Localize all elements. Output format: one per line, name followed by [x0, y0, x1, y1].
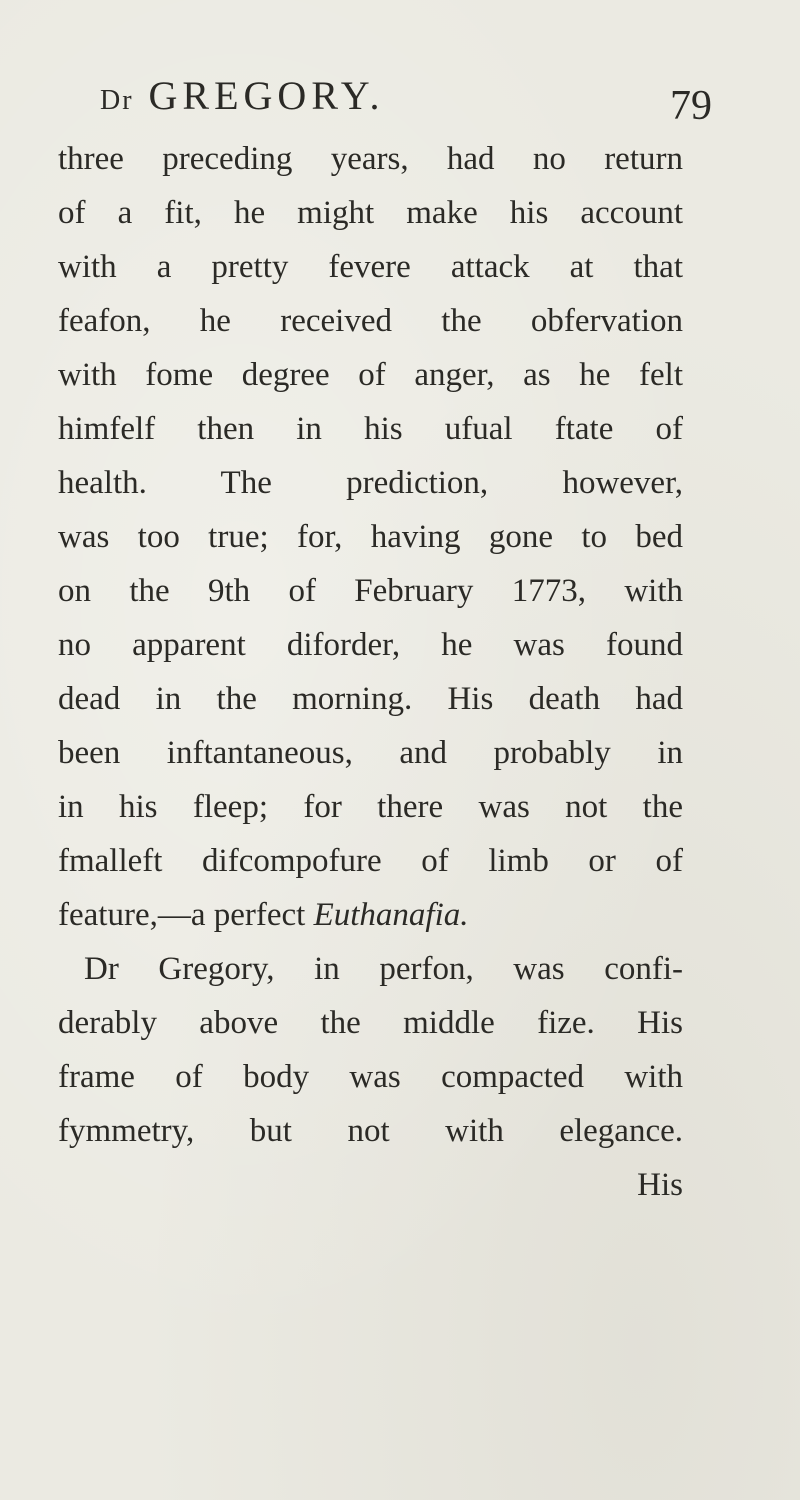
text-line: with fome degree of anger, as he felt — [58, 357, 683, 393]
text-line: frame of body was compacted with — [58, 1059, 683, 1095]
running-head-prefix: Dr — [100, 85, 134, 116]
text-line: with a pretty fevere attack at that — [58, 249, 683, 285]
text-line: fmalleft difcompofure of limb or of — [58, 843, 683, 879]
text-line: was too true; for, having gone to bed — [58, 519, 683, 555]
running-head-name: GREGORY. — [148, 73, 385, 118]
text-line: been inftantaneous, and probably in — [58, 735, 683, 771]
page-header — [100, 72, 712, 132]
text-line: fymmetry, but not with elegance. — [58, 1113, 683, 1149]
text-line: on the 9th of February 1773, with — [58, 573, 683, 609]
text-line: health. The prediction, however, — [58, 465, 683, 501]
page-number: 79 — [670, 83, 712, 129]
text-line-feature: feature,—a perfect — [58, 897, 314, 933]
text-line: dead in the morning. His death had — [58, 681, 683, 717]
text-line-paragraph-end — [58, 888, 683, 942]
running-head — [100, 72, 385, 125]
text-line: Dr Gregory, in perfon, was confi- — [84, 951, 683, 987]
text-line: derably above the middle fize. His — [58, 1005, 683, 1041]
text-line: three preceding years, had no return — [58, 141, 683, 177]
italic-term: Euthanafia. — [313, 897, 469, 933]
text-line: in his fleep; for there was not the — [58, 789, 683, 825]
body-text — [58, 132, 683, 1212]
text-line: no apparent diforder, he was found — [58, 627, 683, 663]
catchword: His — [637, 1167, 683, 1203]
text-line: himfelf then in his ufual ftate of — [58, 411, 683, 447]
text-line: feafon, he received the obfervation — [58, 303, 683, 339]
text-line: of a fit, he might make his account — [58, 195, 683, 231]
